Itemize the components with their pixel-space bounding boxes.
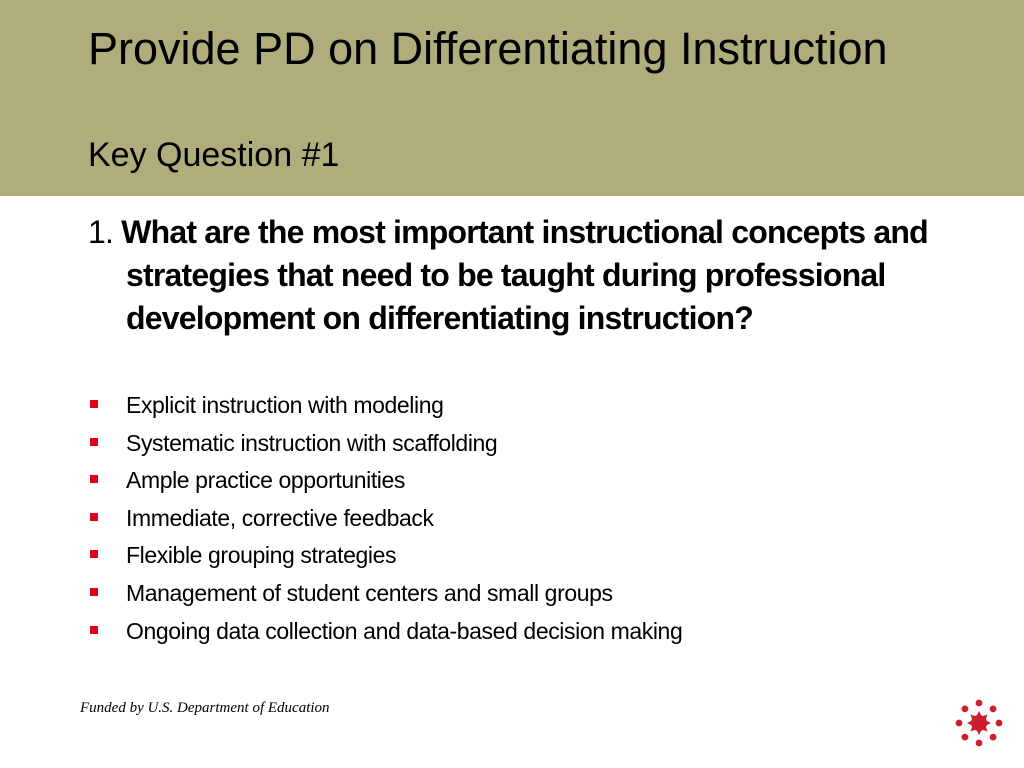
bullet-text: Management of student centers and small groups bbox=[126, 579, 613, 606]
key-question bbox=[88, 211, 986, 340]
bullet-text: Flexible grouping strategies bbox=[126, 542, 397, 569]
slide-title: Provide PD on Differentiating Instruction bbox=[88, 23, 888, 74]
bullet-list bbox=[88, 387, 682, 650]
bullet-item bbox=[88, 425, 682, 463]
bullet-text: Immediate, corrective feedback bbox=[126, 504, 434, 531]
bullet-item bbox=[88, 462, 682, 500]
bullet-text: Ongoing data collection and data-based decision making bbox=[126, 617, 683, 644]
bullet-item bbox=[88, 387, 682, 425]
bullet-text: Ample practice opportunities bbox=[126, 467, 406, 494]
bullet-text: Systematic instruction with scaffolding bbox=[126, 429, 498, 456]
square-bullet-icon bbox=[90, 626, 98, 634]
slide-subtitle: Key Question #1 bbox=[88, 136, 340, 174]
bullet-text: Explicit instruction with modeling bbox=[126, 392, 444, 418]
bullet-item bbox=[88, 537, 682, 575]
question-text: What are the most important instructional concepts and strategies that need to be taught during professional development on differentiating instruction? bbox=[121, 214, 928, 336]
bullet-item bbox=[88, 500, 682, 538]
square-bullet-icon bbox=[90, 513, 98, 521]
bullet-item bbox=[88, 575, 682, 613]
square-bullet-icon bbox=[90, 400, 98, 408]
funding-footer: Funded by U.S. Department of Education bbox=[80, 700, 330, 716]
square-bullet-icon bbox=[90, 550, 98, 558]
square-bullet-icon bbox=[90, 588, 98, 596]
bullet-item bbox=[88, 613, 682, 651]
red-people-circle-logo-icon bbox=[954, 698, 1004, 748]
square-bullet-icon bbox=[90, 475, 98, 483]
square-bullet-icon bbox=[90, 438, 98, 446]
question-number: 1. bbox=[88, 214, 114, 250]
